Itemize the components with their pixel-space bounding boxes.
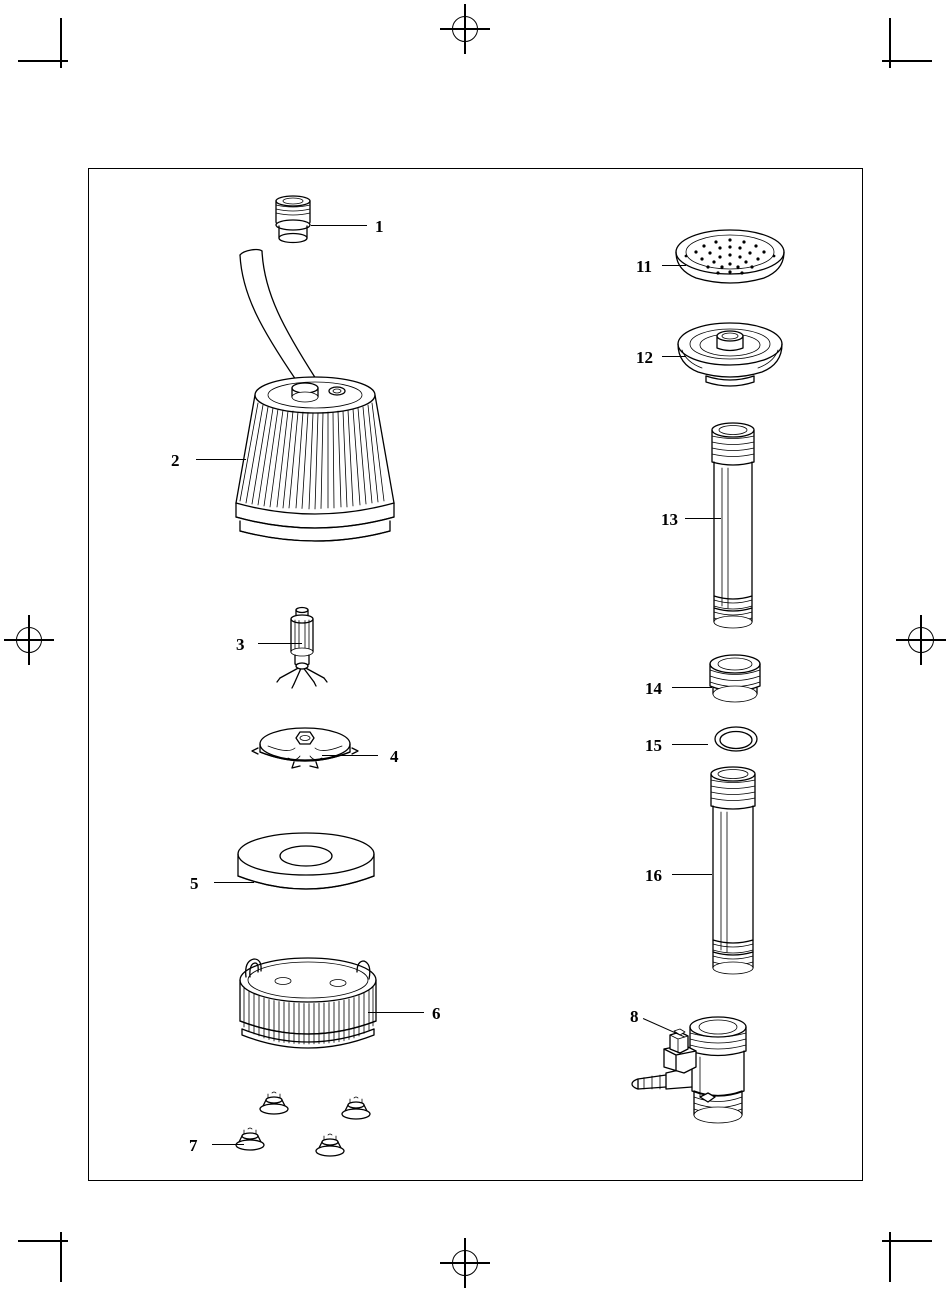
leader-line-12 (662, 356, 686, 357)
leader-line-7 (212, 1144, 244, 1145)
part-valve-tee-fitting (596, 1005, 781, 1145)
callout-4: 4 (390, 747, 399, 766)
part-o-ring-washer (706, 722, 766, 758)
crop-mark-top-right-h (882, 60, 932, 62)
registration-target-left (4, 615, 54, 665)
leader-line-6 (368, 1012, 424, 1013)
part-impeller-shaft-assembly (272, 600, 342, 695)
callout-14: 14 (645, 679, 662, 698)
part-lower-riser-tube (700, 762, 770, 980)
part-pump-body-screen-housing (200, 245, 430, 565)
part-gasket-ring (228, 828, 388, 918)
leader-line-2 (196, 459, 246, 460)
part-upper-riser-tube (700, 418, 770, 636)
callout-1: 1 (375, 217, 384, 236)
part-impeller-disc (248, 718, 368, 788)
callout-3: 3 (236, 635, 245, 654)
leader-line-13 (685, 518, 721, 519)
callout-15: 15 (645, 736, 662, 755)
leader-line-4 (322, 755, 378, 756)
callout-12: 12 (636, 348, 653, 367)
part-threaded-outlet-nipple (268, 192, 328, 248)
registration-target-top (440, 4, 490, 54)
leader-line-11 (662, 265, 686, 266)
leader-line-5 (214, 882, 254, 883)
part-rubber-suction-feet (228, 1080, 398, 1170)
registration-target-right (896, 615, 946, 665)
leader-line-15 (672, 744, 708, 745)
leader-line-14 (672, 687, 712, 688)
part-coupling-nut (700, 650, 770, 708)
callout-7: 7 (189, 1136, 198, 1155)
leader-line-16 (672, 874, 712, 875)
crop-mark-bottom-left-h (18, 1240, 68, 1242)
callout-13: 13 (661, 510, 678, 529)
part-spray-head-nozzle-plate (672, 226, 792, 298)
crop-mark-top-left-h (18, 60, 68, 62)
callout-8: 8 (630, 1007, 639, 1026)
callout-2: 2 (171, 451, 180, 470)
leader-line-3 (258, 643, 302, 644)
crop-mark-bottom-right-h (882, 1240, 932, 1242)
leader-line-1 (311, 225, 367, 226)
callout-5: 5 (190, 874, 199, 893)
callout-6: 6 (432, 1004, 441, 1023)
part-spray-head-base (672, 320, 792, 398)
registration-target-bottom (440, 1238, 490, 1288)
callout-16: 16 (645, 866, 662, 885)
callout-11: 11 (636, 257, 653, 276)
